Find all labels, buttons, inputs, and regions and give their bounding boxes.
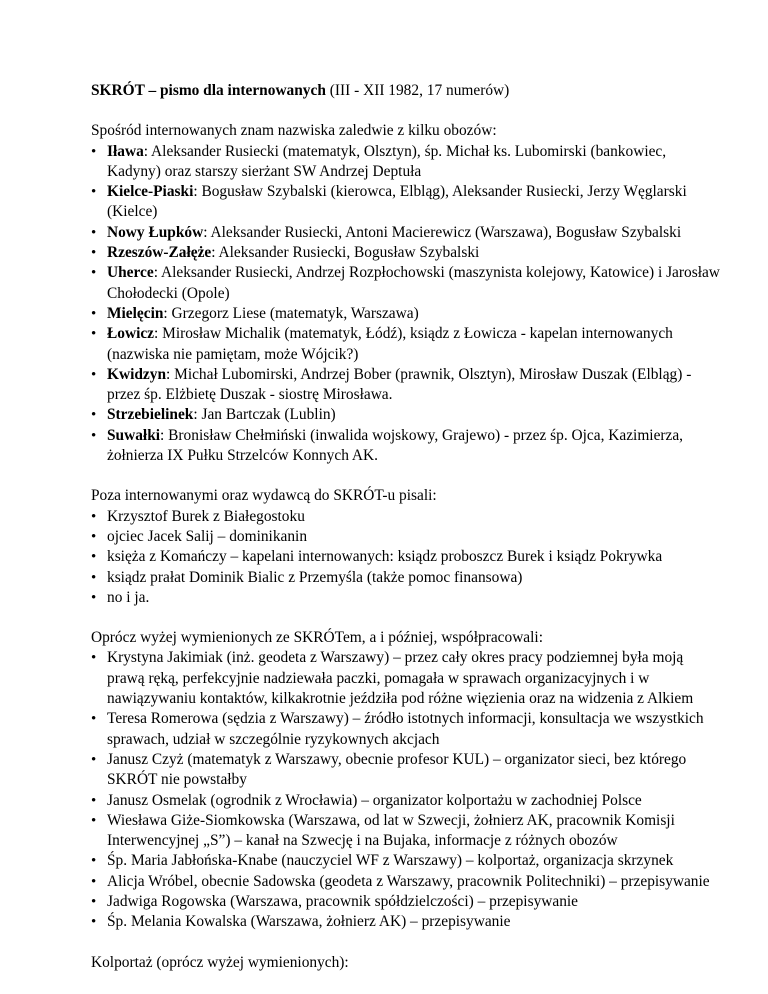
- list-item: • Krzysztof Burek z Białegostoku: [91, 507, 723, 527]
- list-item: [91, 426, 723, 467]
- camp-name: Iława: [107, 142, 144, 160]
- collaborators-list: [91, 648, 723, 932]
- camp-detail: : Jan Bartczak (Lublin): [193, 406, 336, 424]
- title-bold: SKRÓT – pismo dla internowanych: [91, 82, 326, 99]
- list-item: [91, 365, 723, 406]
- list-item: • Jadwiga Rogowska (Warszawa, pracownik spółdzielczości) – przepisywanie: [91, 892, 723, 912]
- camp-detail: : Bronisław Chełmiński (inwalida wojskowy, Grajewo) - przez śp. Ojca, Kazimierza, żołnierza IX Pułku Strzelców Konnych AK.: [107, 426, 684, 465]
- camp-detail: : Aleksander Rusiecki, Bogusław Szybalski: [211, 244, 480, 262]
- camp-name: Suwałki: [107, 426, 161, 444]
- camps-intro: Spośród internowanych znam nazwiska zaledwie z kilku obozów:: [91, 122, 497, 140]
- list-item: [91, 304, 723, 324]
- camp-detail: : Aleksander Rusiecki, Andrzej Rozpłochowski (maszynista kolejowy, Katowice) i Jarosław Chołodecki (Opole): [107, 264, 720, 302]
- list-item: • Śp. Melania Kowalska (Warszawa, żołnierz AK) – przepisywanie: [91, 912, 723, 932]
- camp-detail: : Mirosław Michalik (matematyk, Łódź), ksiądz z Łowicza - kapelan internowanych (nazwiska nie pamiętam, może Wójcik?): [107, 325, 673, 363]
- camp-name: Strzebielinek: [107, 406, 194, 424]
- list-item: • Janusz Osmelak (ogrodnik z Wrocławia) – organizator kolportażu w zachodniej Polsce: [91, 791, 723, 811]
- document-title: [91, 81, 723, 101]
- camp-name: Rzeszów-Załęże: [107, 244, 212, 262]
- camp-name: Kwidzyn: [107, 365, 167, 383]
- list-item: • ojciec Jacek Salij – dominikanin: [91, 527, 723, 547]
- list-item: [91, 182, 723, 223]
- camp-detail: : Aleksander Rusiecki, Antoni Macierewicz (Warszawa), Bogusław Szybalski: [203, 223, 682, 241]
- camp-name: Nowy Łupków: [107, 223, 204, 241]
- list-item: [91, 142, 723, 183]
- list-item: • ksiądz prałat Dominik Bialic z Przemyśla (także pomoc finansowa): [91, 568, 723, 588]
- distribution-intro: Kolportaż (oprócz wyżej wymienionych):: [91, 953, 349, 971]
- contributors-intro: Poza internowanymi oraz wydawcą do SKRÓT-u pisali:: [91, 487, 437, 505]
- list-item: [91, 405, 723, 425]
- list-item: • Janusz Czyż (matematyk z Warszawy, obecnie profesor KUL) – organizator sieci, bez którego SKRÓT nie powstałby: [91, 750, 723, 791]
- list-item: • Alicja Wróbel, obecnie Sadowska (geodeta z Warszawy, pracownik Politechniki) – przepisywanie: [91, 872, 723, 892]
- camp-name: Łowicz: [107, 325, 155, 343]
- camps-list: [91, 142, 723, 467]
- list-item: • Teresa Romerowa (sędzia z Warszawy) – źródło istotnych informacji, konsultacja we wszystkich sprawach, udział w szczególnie ryzykownych akcjach: [91, 709, 723, 750]
- collaborators-intro: Oprócz wyżej wymienionych ze SKRÓTem, a i później, współpracowali:: [91, 629, 543, 647]
- camp-detail: : Bogusław Szybalski (kierowca, Elbląg), Aleksander Rusiecki, Jerzy Węglarski (Kielce): [107, 183, 687, 221]
- camp-name: Kielce-Piaski: [107, 183, 194, 201]
- list-item: • księża z Komańczy – kapelani internowanych: ksiądz proboszcz Burek i ksiądz Pokrywka: [91, 547, 723, 567]
- list-item: [91, 263, 723, 304]
- list-item: [91, 324, 723, 365]
- contributors-list: [91, 507, 723, 608]
- title-rest: (III - XII 1982, 17 numerów): [325, 82, 510, 99]
- list-item: • Krystyna Jakimiak (inż. geodeta z Warszawy) – przez cały okres pracy podziemnej była moją prawą ręką, perfekcyjnie nadziewała paczki, pomagała w sprawach organizacyjnych i w nawiązywaniu kontaktów, kilkakrotnie jeździła pod różne więzienia oraz na widzenia z Alkiem: [91, 648, 723, 709]
- list-item: • Wiesława Giże-Siomkowska (Warszawa, od lat w Szwecji, żołnierz AK, pracownik Komisji Interwencyjnej „S”) – kanał na Szwecję i na Bujaka, informacje z różnych obozów: [91, 811, 723, 852]
- camp-detail: : Aleksander Rusiecki (matematyk, Olsztyn), śp. Michał ks. Lubomirski (bankowiec, Kadyny) oraz starszy sierżant SW Andrzej Deptuła: [107, 142, 667, 180]
- document-page: [91, 81, 723, 973]
- camp-name: Uherce: [107, 264, 154, 282]
- camp-detail: : Grzegorz Liese (matematyk, Warszawa): [163, 304, 419, 322]
- list-item: • Śp. Maria Jabłońska-Knabe (nauczyciel WF z Warszawy) – kolportaż, organizacja skrzynek: [91, 851, 723, 871]
- camp-name: Mielęcin: [107, 304, 164, 322]
- list-item: • no i ja.: [91, 588, 723, 608]
- camp-detail: : Michał Lubomirski, Andrzej Bober (prawnik, Olsztyn), Mirosław Duszak (Elbląg) - przez śp. Elżbietę Duszak - siostrę Mirosława.: [107, 365, 692, 404]
- list-item: [91, 223, 723, 243]
- list-item: [91, 243, 723, 263]
